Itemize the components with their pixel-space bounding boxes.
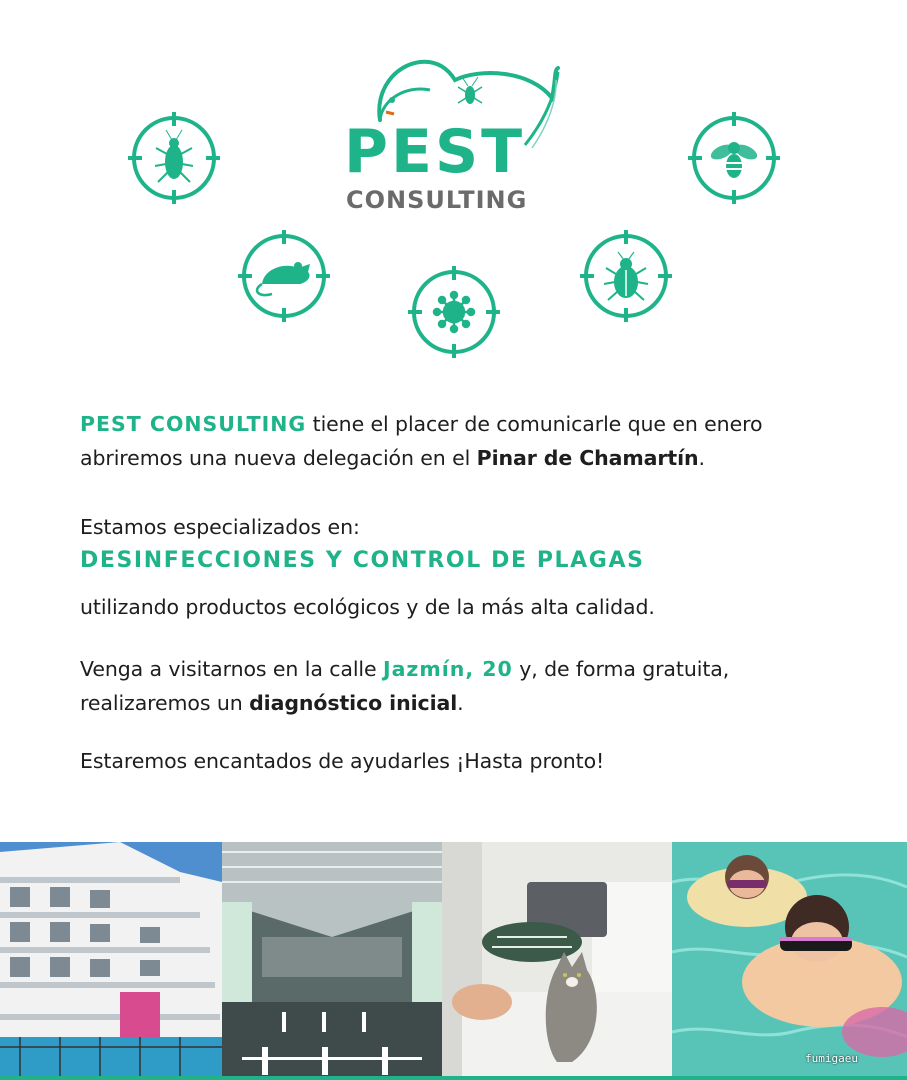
visit-text-3: realizaremos un bbox=[80, 691, 250, 715]
location-name: Pinar de Chamartín bbox=[476, 446, 699, 470]
fly-target-icon bbox=[688, 112, 780, 204]
photo-strip bbox=[0, 842, 907, 1078]
virus-target-icon bbox=[408, 266, 500, 358]
closing-text: Estaremos encantados de ayudarles ¡Hasta pronto! bbox=[80, 749, 605, 773]
intro-paragraph bbox=[80, 407, 870, 475]
intro-text-1: tiene el placer de comunicarle que en enero bbox=[306, 412, 763, 436]
rat-target-icon bbox=[238, 230, 330, 322]
pest-consulting-logo bbox=[320, 50, 580, 220]
cat-laptop-photo bbox=[442, 842, 672, 1078]
logo-bottom-word: CONSULTING bbox=[346, 186, 528, 214]
intro-text-2: abriremos una nueva delegación en el bbox=[80, 446, 477, 470]
diagnosis-text: diagnóstico inicial bbox=[249, 691, 458, 715]
apartment-building-photo bbox=[0, 842, 222, 1078]
parking-garage-photo bbox=[222, 842, 442, 1078]
kids-swimming-photo bbox=[672, 842, 907, 1078]
visit-paragraph bbox=[80, 652, 870, 720]
intro-end: . bbox=[698, 446, 705, 470]
logo-top-word: PEST bbox=[344, 117, 526, 187]
specialized-lead: Estamos especializados en: bbox=[80, 515, 360, 539]
specialized-detail: utilizando productos ecológicos y de la más alta calidad. bbox=[80, 595, 655, 619]
watermark: fumigaeu bbox=[805, 1052, 858, 1065]
visit-text-2: y, de forma gratuita, bbox=[512, 657, 730, 681]
visit-text-1: Venga a visitarnos en la calle bbox=[80, 657, 383, 681]
address: Jazmín, 20 bbox=[382, 657, 513, 681]
cockroach-target-icon bbox=[128, 112, 220, 204]
visit-end: . bbox=[457, 691, 464, 715]
services-headline: DESINFECCIONES Y CONTROL DE PLAGAS bbox=[80, 548, 645, 573]
bottom-accent-bar bbox=[0, 1076, 907, 1080]
brand-name: PEST CONSULTING bbox=[80, 412, 307, 436]
beetle-target-icon bbox=[580, 230, 672, 322]
